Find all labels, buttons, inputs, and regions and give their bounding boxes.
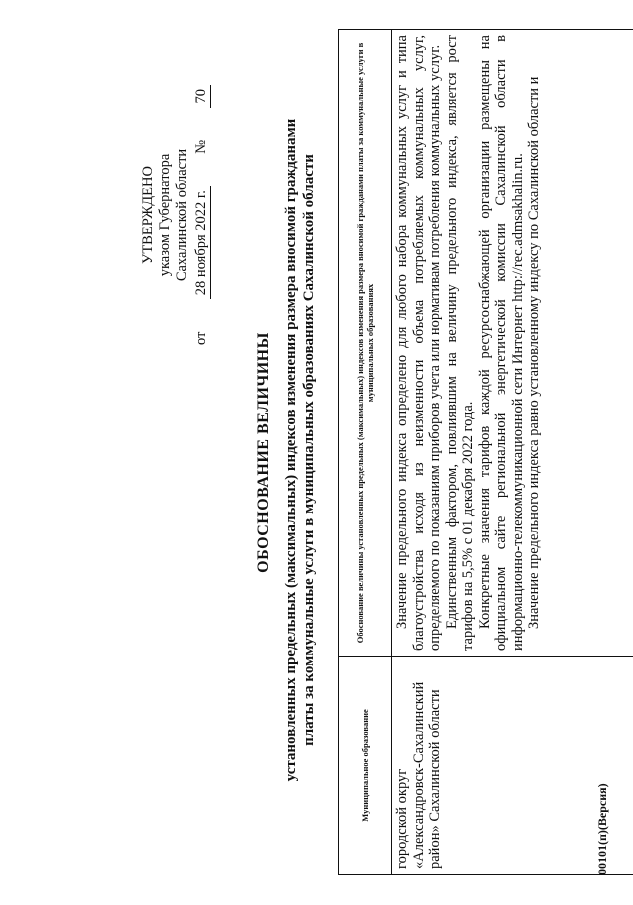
approval-by: указом Губернатора xyxy=(157,153,173,277)
header-justification: Обоснование величины установленных предельных (максимальных) индексов изменения размера вносимой гражданами платы за коммунальные услуги в муниципальных образованиях xyxy=(339,30,392,657)
approval-block xyxy=(140,85,211,345)
header-municipality: Муниципальное образование xyxy=(339,657,392,875)
document-subtitle: установленных предельных (максимальных) индексов изменения размера вносимой гражданами платы за коммунальные услуги в муниципальных образованиях Сахалинской области xyxy=(283,118,317,782)
justification-table xyxy=(338,29,633,875)
table-row xyxy=(392,30,633,875)
approval-date-row xyxy=(193,85,211,345)
paragraph-4: Значение предельного индекса равно установленному индексу по Сахалинской области и xyxy=(526,76,542,629)
from-label: от xyxy=(193,331,209,345)
paragraph-2: Единственным фактором, повлиявшим на величину предельного индекса, является рост тарифов на 5,5% с 01 декабря 2022 года. xyxy=(443,35,476,651)
paragraph-3: Конкретные значения тарифов каждой ресурсоснабжающей организации размещены на официальном сайте региональной энергетической комиссии Сахалинской области в информационно-телекоммуникационной сети Интернет http://rec.admsakhalin.ru. xyxy=(476,35,526,651)
document-title: ОБОСНОВАНИЕ ВЕЛИЧИНЫ xyxy=(255,332,272,573)
approval-heading: УТВЕРЖДЕНО xyxy=(140,166,156,264)
justification-cell xyxy=(392,30,633,657)
table-header-row xyxy=(339,30,392,875)
number-label: № xyxy=(193,139,209,154)
paragraph-1: Значение предельного индекса определено для любого набора коммунальных услуг и типа благоустройства исходя из неизменности объема потребляемых коммунальных услуг, определяемого по показаниям приборов учета или нормативам потребления коммунальных услуг. xyxy=(394,35,443,651)
municipality-cell: городской округ «Александровск-Сахалинский район» Сахалинской области xyxy=(392,657,633,875)
approval-number: 70 xyxy=(193,85,211,108)
approval-region: Сахалинской области xyxy=(174,148,190,282)
approval-date: 28 ноября 2022 г. xyxy=(193,186,211,299)
document-code: 00101(п)(Версия) xyxy=(595,783,609,875)
